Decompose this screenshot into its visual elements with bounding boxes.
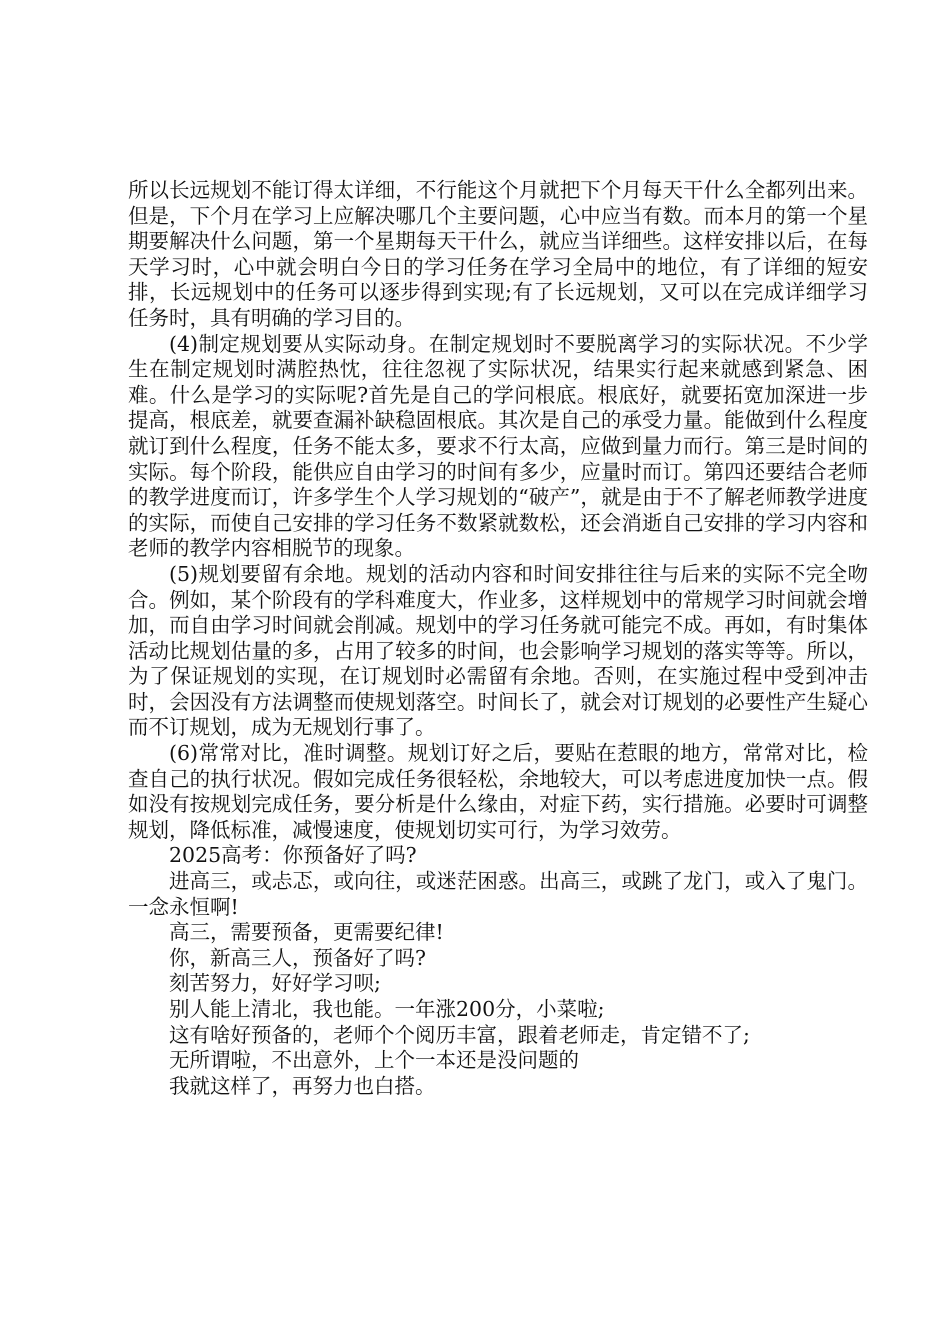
section-heading-exam: 2025高考：你预备好了吗? xyxy=(169,843,417,868)
line-discipline: 高三，需要预备，更需要纪律! xyxy=(169,920,444,945)
paragraph-point-6: (6)常常对比，准时调整。规划订好之后，要贴在惹眼的地方，常常对比，检查自己的执行状况。假如完成任务很轻松，余地较大，可以考虑进度加快一点。假如没有按规划完成任务，要分析是什么缘由，对症下药，实行措施。必要时可调整规划，降低标准，减慢速度，使规划切实可行，为学习效劳。 xyxy=(128,741,868,842)
paragraph-point-4: (4)制定规划要从实际动身。在制定规划时不要脱离学习的实际状况。不少学生在制定规划时满腔热忱，往往忽视了实际状况，结果实行起来就感到紧急、困难。什么是学习的实际呢?首先是自己的学问根底。根底好，就要拓宽加深进一步提高，根底差，就要查漏补缺稳固根底。其次是自己的承受力量。能做到什么程度就订到什么程度，任务不能太多，要求不行太高，应做到量力而行。第三是时间的实际。每个阶段，能供应自由学习的时间有多少，应量时而订。第四还要结合老师的教学进度而订，许多学生个人学习规划的“破产”，就是由于不了解老师教学进度的实际，而使自己安排的学习任务不数紧就数松，还会消逝自己安排的学习内容和老师的教学内容相脱节的现象。 xyxy=(128,331,868,561)
line-answer-3: 这有啥好预备的，老师个个阅历丰富，跟着老师走，肯定错不了; xyxy=(169,1022,750,1047)
line-answer-5: 我就这样了，再努力也白搭。 xyxy=(169,1073,436,1098)
line-answer-4: 无所谓啦，不出意外，上个一本还是没问题的 xyxy=(169,1048,579,1073)
line-answer-1: 刻苦努力，好好学习呗; xyxy=(169,971,381,996)
paragraph-senior-three: 进高三，或忐忑，或向往，或迷茫困惑。出高三，或跳了龙门，或入了鬼门。一念永恒啊! xyxy=(128,869,868,919)
paragraph-long-term-plan: 所以长远规划不能订得太详细，不行能这个月就把下个月每天干什么全都列出来。但是，下个月在学习上应解决哪几个主要问题，心中应当有数。而本月的第一个星期要解决什么问题，第一个星期每天干什么，就应当详细些。这样安排以后，在每天学习时，心中就会明白今日的学习任务在学习全局中的地位，有了详细的短安排，长远规划中的任务可以逐步得到实现;有了长远规划，又可以在完成详细学习任务时，具有明确的学习目的。 xyxy=(128,178,868,330)
line-question: 你，新高三人，预备好了吗? xyxy=(169,945,426,970)
paragraph-point-5: (5)规划要留有余地。规划的活动内容和时间安排往往与后来的实际不完全吻合。例如，某个阶段有的学科难度大，作业多，这样规划中的常规学习时间就会增加，而自由学习时间就会削减。规划中的学习任务就可能完不成。再如，有时集体活动比规划估量的多，占用了较多的时间，也会影响学习规划的落实等等。所以，为了保证规划的实现，在订规划时必需留有余地。否则，在实施过程中受到冲击时，会因没有方法调整而使规划落空。时间长了，就会对订规划的必要性产生疑心而不订规划，成为无规划行事了。 xyxy=(128,561,868,740)
document-body xyxy=(128,178,868,1099)
line-answer-2: 别人能上清北，我也能。一年涨200分，小菜啦; xyxy=(169,997,605,1021)
